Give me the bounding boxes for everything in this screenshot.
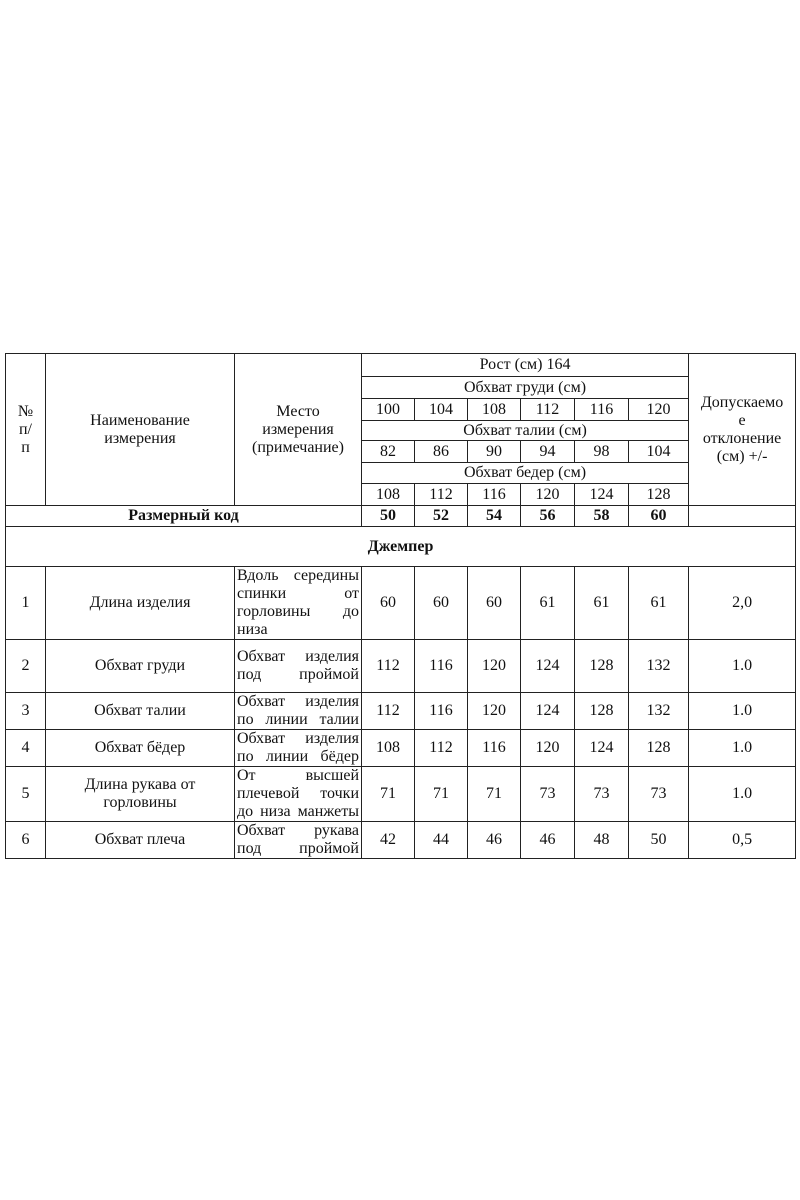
row-value: 112 — [415, 730, 468, 767]
header-num-line: п — [21, 438, 30, 456]
row-note-line: под проймой — [237, 840, 359, 857]
hips-value: 120 — [521, 484, 575, 506]
row-number: 2 — [6, 640, 46, 693]
row-value: 112 — [362, 693, 415, 730]
waist-value: 104 — [629, 441, 689, 463]
row-value: 112 — [362, 640, 415, 693]
header-place-line: (примечание) — [252, 438, 344, 456]
header-place-line: измерения — [262, 420, 334, 438]
chest-value: 100 — [362, 399, 415, 421]
header-tolerance-cell — [689, 354, 796, 506]
row-tolerance: 1.0 — [689, 730, 796, 767]
row-value: 128 — [575, 693, 629, 730]
hips-value: 128 — [629, 484, 689, 506]
row-value: 73 — [575, 767, 629, 822]
row-tolerance: 1.0 — [689, 693, 796, 730]
row-value: 128 — [629, 730, 689, 767]
waist-value: 86 — [415, 441, 468, 463]
row-note-line: Обхват изделия — [237, 730, 359, 747]
row-tolerance: 0,5 — [689, 822, 796, 859]
waist-value: 82 — [362, 441, 415, 463]
row-value: 73 — [629, 767, 689, 822]
row-value: 60 — [468, 567, 521, 640]
header-place-cell — [235, 354, 362, 506]
header-num-line: п/ — [18, 420, 32, 438]
row-note — [235, 693, 362, 730]
row-name: Обхват груди — [46, 640, 235, 693]
row-note-line: по линии бёдер — [237, 748, 359, 765]
header-tolerance-line: отклонение — [702, 429, 782, 447]
row-number: 5 — [6, 767, 46, 822]
row-value: 71 — [468, 767, 521, 822]
row-name-line: Длина рукава от — [84, 776, 196, 793]
row-note — [235, 567, 362, 640]
waist-value: 98 — [575, 441, 629, 463]
row-value: 46 — [468, 822, 521, 859]
row-value: 71 — [362, 767, 415, 822]
row-note-line: Обхват изделия — [237, 648, 359, 665]
row-name — [46, 767, 235, 822]
header-place-line: Место — [276, 402, 320, 420]
row-note-line: по линии талии — [237, 711, 359, 728]
row-value: 60 — [415, 567, 468, 640]
row-value: 60 — [362, 567, 415, 640]
hips-value: 116 — [468, 484, 521, 506]
row-note — [235, 730, 362, 767]
row-value: 124 — [521, 640, 575, 693]
chest-value: 116 — [575, 399, 629, 421]
header-tolerance-line: Допускаемо — [700, 393, 784, 411]
row-value: 42 — [362, 822, 415, 859]
header-name-line: измерения — [104, 429, 176, 447]
row-note-line: под проймой — [237, 666, 359, 683]
row-name-line: горловины — [103, 794, 177, 811]
row-tolerance: 2,0 — [689, 567, 796, 640]
size-code-value: 54 — [468, 506, 521, 527]
section-title: Джемпер — [6, 527, 796, 567]
row-value: 124 — [575, 730, 629, 767]
row-note-line: низа — [237, 621, 268, 638]
row-value: 116 — [415, 693, 468, 730]
row-note-line: Вдоль середины — [237, 567, 359, 584]
row-value: 132 — [629, 640, 689, 693]
row-value: 50 — [629, 822, 689, 859]
header-name-line: Наименование — [90, 411, 190, 429]
row-value: 124 — [521, 693, 575, 730]
row-value: 108 — [362, 730, 415, 767]
size-code-value: 60 — [629, 506, 689, 527]
waist-label: Обхват талии (см) — [362, 421, 689, 441]
row-note-line: горловины до — [237, 603, 359, 620]
row-note — [235, 822, 362, 859]
row-name: Длина изделия — [46, 567, 235, 640]
row-value: 116 — [468, 730, 521, 767]
row-value: 120 — [468, 640, 521, 693]
row-value: 44 — [415, 822, 468, 859]
row-value: 120 — [468, 693, 521, 730]
row-note — [235, 767, 362, 822]
hips-value: 108 — [362, 484, 415, 506]
row-tolerance: 1.0 — [689, 640, 796, 693]
row-value: 46 — [521, 822, 575, 859]
row-value: 61 — [629, 567, 689, 640]
row-number: 4 — [6, 730, 46, 767]
chest-value: 108 — [468, 399, 521, 421]
header-tolerance-line: е — [738, 411, 746, 429]
hips-label: Обхват бедер (см) — [362, 463, 689, 484]
size-chart — [5, 353, 795, 859]
size-code-label: Размерный код — [6, 506, 362, 527]
row-value: 120 — [521, 730, 575, 767]
row-name: Обхват плеча — [46, 822, 235, 859]
height-label: Рост (см) 164 — [362, 354, 689, 377]
header-num-line: № — [17, 402, 34, 420]
row-note-line: Обхват рукава — [237, 822, 359, 839]
waist-value: 90 — [468, 441, 521, 463]
row-name: Обхват талии — [46, 693, 235, 730]
chest-value: 112 — [521, 399, 575, 421]
row-name: Обхват бёдер — [46, 730, 235, 767]
size-code-value: 56 — [521, 506, 575, 527]
row-value: 61 — [521, 567, 575, 640]
row-value: 132 — [629, 693, 689, 730]
header-name-cell — [46, 354, 235, 506]
row-number: 3 — [6, 693, 46, 730]
row-note — [235, 640, 362, 693]
header-num-cell — [6, 354, 46, 506]
row-value: 48 — [575, 822, 629, 859]
size-code-empty — [689, 506, 796, 527]
chest-label: Обхват груди (см) — [362, 377, 689, 399]
row-number: 1 — [6, 567, 46, 640]
row-note-line: до низа манжеты — [237, 803, 359, 820]
size-table — [5, 353, 796, 859]
size-code-value: 50 — [362, 506, 415, 527]
chest-value: 104 — [415, 399, 468, 421]
row-value: 128 — [575, 640, 629, 693]
header-tolerance-line: (см) +/- — [716, 447, 768, 465]
row-number: 6 — [6, 822, 46, 859]
row-value: 61 — [575, 567, 629, 640]
row-note-line: плечевой точки — [237, 785, 359, 802]
size-code-value: 58 — [575, 506, 629, 527]
waist-value: 94 — [521, 441, 575, 463]
row-value: 71 — [415, 767, 468, 822]
row-note-line: Обхват изделия — [237, 693, 359, 710]
hips-value: 124 — [575, 484, 629, 506]
row-note-line: спинки от — [237, 585, 359, 602]
row-value: 73 — [521, 767, 575, 822]
row-tolerance: 1.0 — [689, 767, 796, 822]
hips-value: 112 — [415, 484, 468, 506]
chest-value: 120 — [629, 399, 689, 421]
size-code-value: 52 — [415, 506, 468, 527]
row-note-line: От высшей — [237, 767, 359, 784]
row-value: 116 — [415, 640, 468, 693]
